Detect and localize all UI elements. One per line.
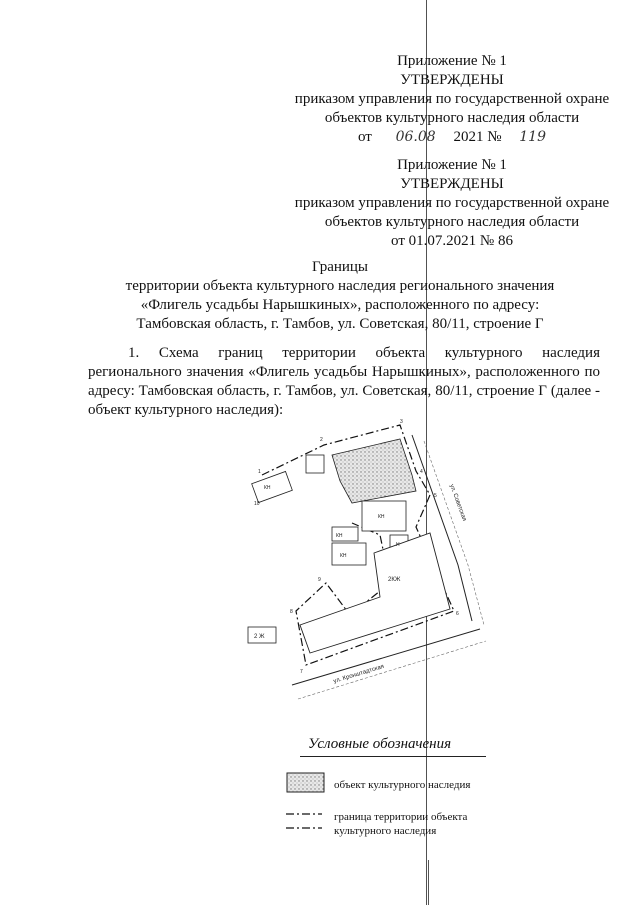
point-number: 1 [258,469,261,475]
boundary-scheme-map [240,415,500,715]
approval-number-handwritten: 119 [519,129,546,145]
title-line-1: Границы [311,259,369,275]
approval-date-line [272,128,632,147]
approval-stamp-current [272,52,632,147]
approval-prev-appendix: Приложение № 1 [397,157,507,173]
legend-heritage-swatch [286,772,326,794]
building-kn-small-2 [332,543,366,565]
approval-prev-heading: УТВЕРЖДЕНЫ [400,176,504,192]
point-number: 9 [318,577,321,583]
map-label-street-bottom: ул. Кронштадтская [332,663,385,685]
point-number: 2 [320,437,323,443]
point-number: 5 [434,493,437,499]
approval-stamp-previous [282,156,622,251]
approval-prev-order-line: приказом управления по государственной охране [294,195,610,211]
approval-date-handwritten: 06.08 [395,129,436,145]
body-paragraph: 1. Схема границ территории объекта культурного наследия регионального значения «Флигель усадьбы Нарышкиных», расположенного по адресу: Тамбовская область, г. Тамбов, ул. Советская, 80/11, строение Г (далее - объект культурного наследия): [88,345,600,418]
title-line-4: Тамбовская область, г. Тамбов, ул. Советская, 80/11, строение Г [136,316,544,332]
map-label-kn-center: КН [378,514,385,520]
approval-prev-org-line: объектов культурного наследия области [324,214,580,230]
point-number: 6 [456,611,459,617]
title-line-2: территории объекта культурного наследия регионального значения [125,278,555,294]
point-number: 10 [254,501,260,507]
point-number: 4 [420,469,423,475]
map-label-kn-small-1: КН [336,533,343,539]
legend-title: Условные обозначения [308,736,452,752]
map-label-street-sovetskaya: ул. Советская [448,483,467,523]
scan-artifact-line-lower [428,860,429,905]
approval-date-prefix: от [358,129,372,145]
approval-order-line: приказом управления по государственной охране [294,91,610,107]
approval-appendix: Приложение № 1 [397,53,507,69]
heritage-object-area [332,439,416,503]
point-number: 8 [290,609,293,615]
point-number: 3 [400,419,403,425]
approval-heading: УТВЕРЖДЕНЫ [400,72,504,88]
point-number: 7 [300,669,303,675]
building-kn-left [252,471,293,502]
legend-boundary-swatch [284,808,324,834]
legend-boundary-label-line-1: граница территории объекта [334,811,468,823]
map-label-2kzh: 2КЖ [388,577,401,583]
street-edge-bottom-outer [298,641,486,699]
legend-heritage-label: объект культурного наследия [334,779,471,791]
map-label-kn-left: КН [264,485,271,491]
map-label-2zh: 2 Ж [254,634,265,640]
legend-boundary-label-line-2: культурного наследия [334,825,437,837]
approval-org-line: объектов культурного наследия области [324,110,580,126]
building-small-top [306,455,324,473]
legend-boundary-label [334,810,467,838]
document-title [80,258,600,334]
title-line-3: «Флигель усадьбы Нарышкиных», расположенного по адресу: [140,297,540,313]
legend-underline [300,756,486,757]
map-label-n: Н [396,542,400,548]
approval-prev-date-line: от 01.07.2021 № 86 [391,233,513,249]
map-label-kn-small-2: КН [340,553,347,559]
approval-year: 2021 № [453,129,502,145]
building-2kzh [300,533,450,653]
